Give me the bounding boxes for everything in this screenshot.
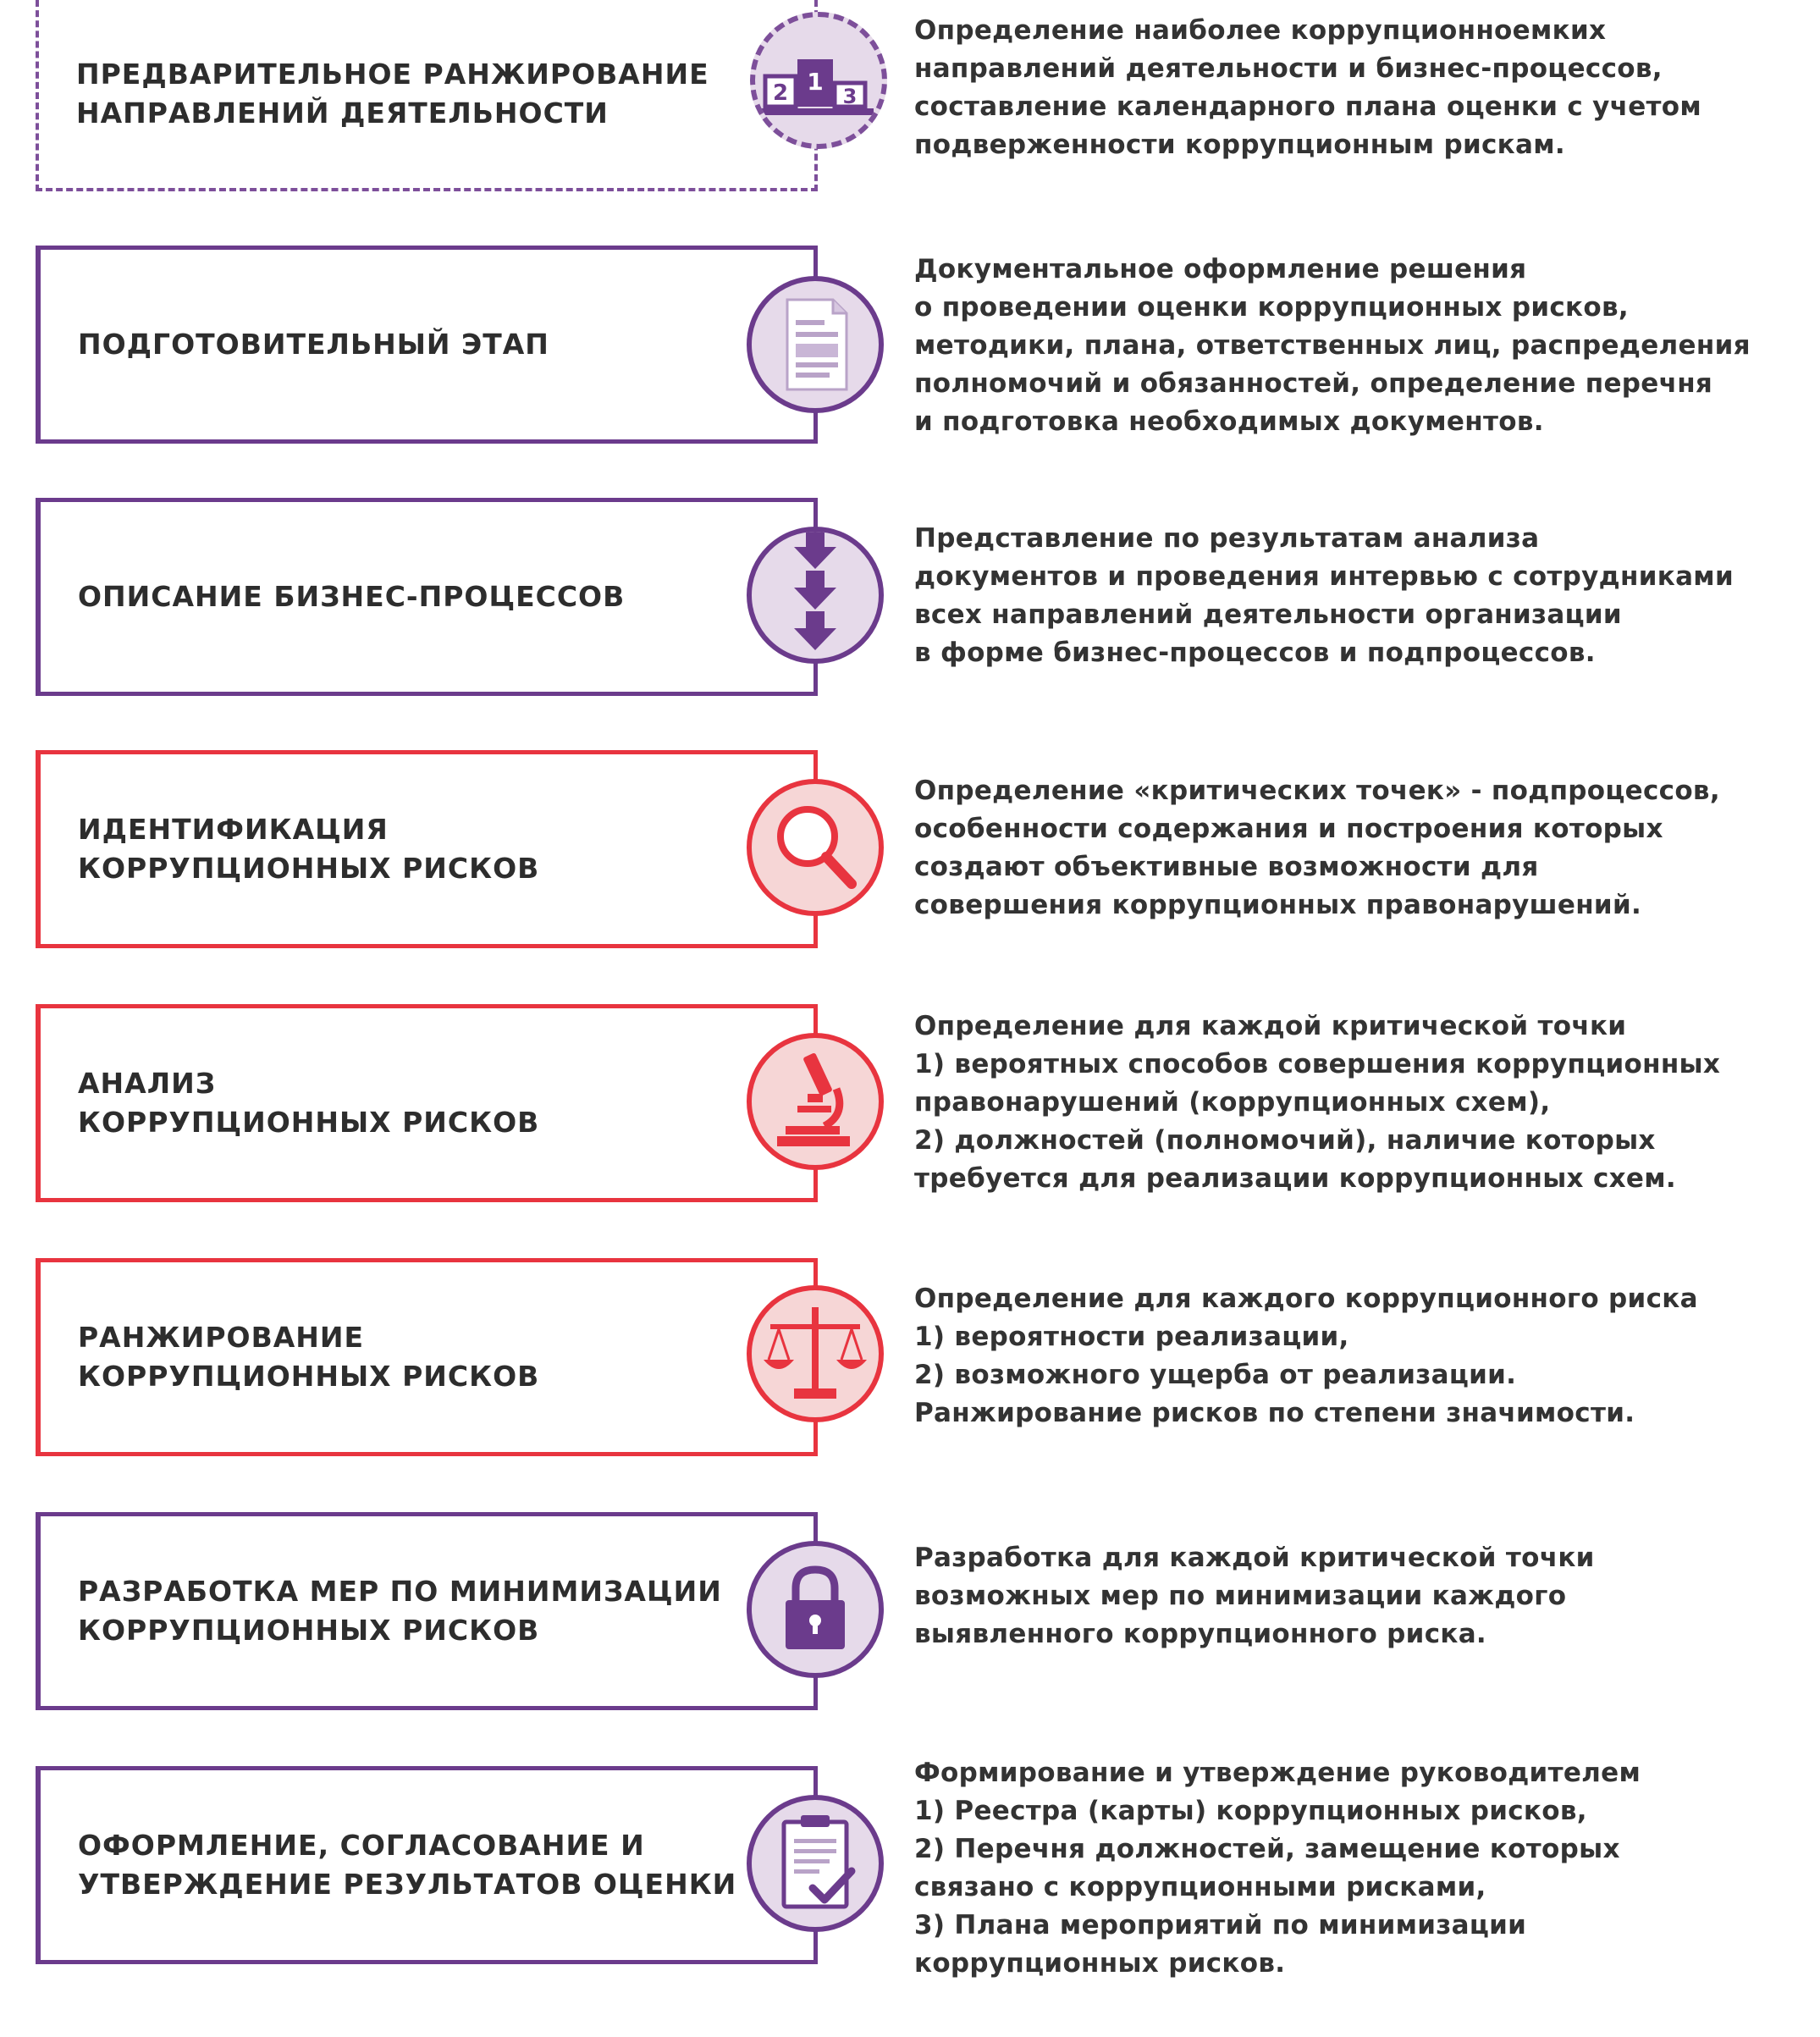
step-description: Документальное оформление решения о проведении оценки коррупционных рисков, методики, плана, ответственных лиц, распределения полномочий и обязанностей, определение перечня и подготовка необходимых документов. [914,254,1751,437]
step-title: ПРЕДВАРИТЕЛЬНОЕ РАНЖИРОВАНИЕ НАПРАВЛЕНИЙ ДЕЯТЕЛЬНОСТИ [76,58,709,130]
step-title: ПОДГОТОВИТЕЛЬНЫЙ ЭТАП [78,328,549,361]
step-box [36,0,818,191]
padlock-icon [747,1541,884,1678]
podium-label-3: 3 [842,85,858,108]
scales-icon [747,1285,884,1422]
clipboard-check-icon [747,1795,884,1932]
step-box [36,498,818,696]
step-description: Определение наиболее коррупционноемких направлений деятельности и бизнес-процессов, составление календарного плана оценки с учетом подверженности коррупционным рискам. [914,15,1702,160]
step-description: Представление по результатам анализа документов и проведения интервью с сотрудниками всех направлений деятельности организации в форме бизнес-процессов и подпроцессов. [914,523,1734,668]
step-description: Формирование и утверждение руководителем 1) Реестра (карты) коррупционных рисков, 2) Перечня должностей, замещение которых связано с коррупционными рисками, 3) Плана мероприятий по минимизации коррупционных рисков. [914,1758,1641,1979]
podium-label-1: 1 [807,68,824,96]
step-title: АНАЛИЗ КОРРУПЦИОННЫХ РИСКОВ [78,1067,540,1139]
step-box [36,1004,818,1202]
step-title: ИДЕНТИФИКАЦИЯ КОРРУПЦИОННЫХ РИСКОВ [78,813,540,885]
podium-label-2: 2 [772,80,789,106]
step-box [36,1766,818,1964]
step-box [36,246,818,444]
step-title: РАНЖИРОВАНИЕ КОРРУПЦИОННЫХ РИСКОВ [78,1321,540,1393]
down-arrows-icon [747,527,884,664]
step-title: ОПИСАНИЕ БИЗНЕС-ПРОЦЕССОВ [78,580,626,613]
step-description: Разработка для каждой критической точки возможных мер по минимизации каждого выявленного коррупционного риска. [914,1543,1595,1649]
step-description: Определение для каждого коррупционного риска 1) вероятности реализации, 2) возможного ущерба от реализации. Ранжирование рисков по степени значимости. [914,1283,1698,1428]
step-box [36,750,818,948]
step-box [36,1258,818,1456]
document-icon [747,276,884,413]
step-description: Определение для каждой критической точки 1) вероятных способов совершения коррупционных правонарушений (коррупционных схем), 2) должностей (полномочий), наличие которых требуется для реализации коррупционных схем. [914,1011,1721,1194]
step-description: Определение «критических точек» - подпроцессов, особенности содержания и построения которых создают объективные возможности для совершения коррупционных правонарушений. [914,776,1720,920]
podium-icon [750,12,887,149]
step-box [36,1512,818,1710]
step-title: РАЗРАБОТКА МЕР ПО МИНИМИЗАЦИИ КОРРУПЦИОННЫХ РИСКОВ [78,1575,722,1647]
step-title: ОФОРМЛЕНИЕ, СОГЛАСОВАНИЕ И УТВЕРЖДЕНИЕ РЕЗУЛЬТАТОВ ОЦЕНКИ [78,1829,737,1901]
microscope-icon [747,1033,884,1170]
magnifier-icon [747,779,884,916]
